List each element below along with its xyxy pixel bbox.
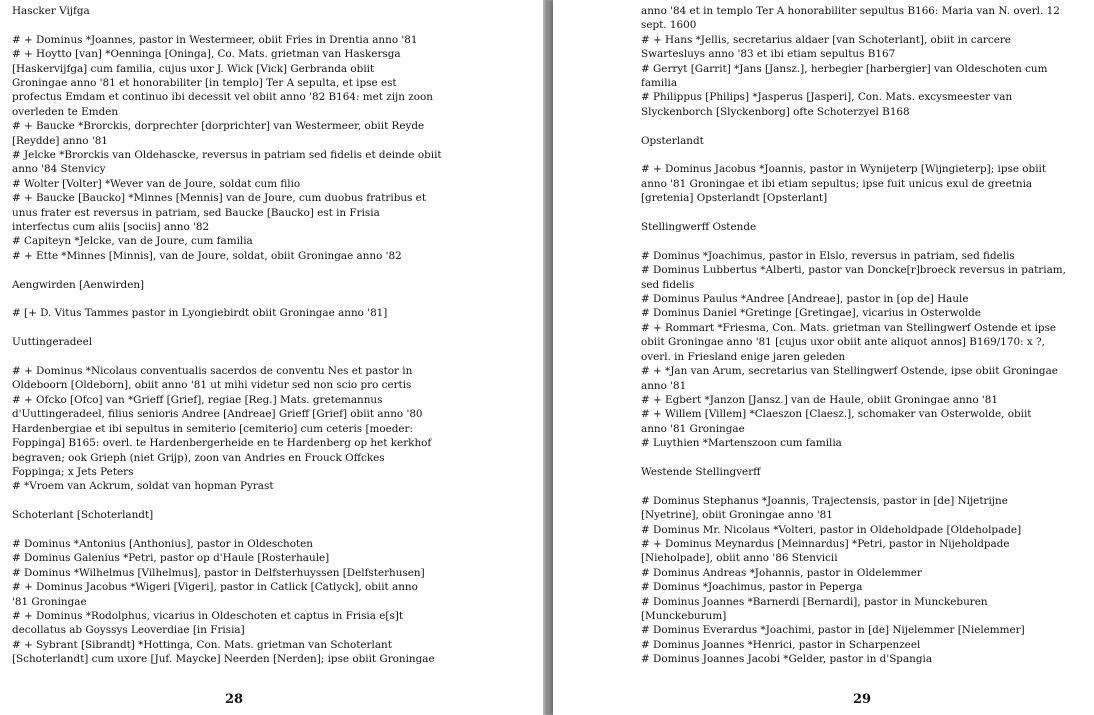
- text-line: [641, 148, 1086, 162]
- text-line: Westende Stellingverff: [641, 465, 761, 478]
- text-line: # + Dominus Jacobus *Joannis, pastor in Wynijeterp [Wijngieterp]; ipse obiit: [641, 163, 1047, 176]
- text-line: # Dominus Joannes Jacobi *Gelder, pastor in d'Spangia: [641, 653, 933, 666]
- text-line: # + Ette *Minnes [Minnis], van de Joure, soldat, obiit Groningae anno '82: [12, 249, 402, 262]
- text-line: # + Hans *Jellis, secretarius aldaer [van Schoterlant], obiit in carcere: [641, 33, 1011, 46]
- text-line: [641, 234, 1086, 248]
- text-line: [Nyetrine], obiit Groningae anno '81: [641, 509, 833, 522]
- text-line: # Dominus Galenius *Petri, pastor op d'Haule [Rosterhaule]: [12, 552, 330, 565]
- text-line: # + Dominus *Rodolphus, vicarius in Oldeschoten et captus in Frisia e[s]t: [12, 609, 404, 622]
- text-line: anno '84 et in templo Ter A honorabiliter sepultus B166: Maria van N. overl. 12: [641, 5, 1060, 17]
- text-line: interfectus cum aliis [sociis] anno '82: [12, 221, 210, 234]
- text-line: # + Dominus *Joannes, pastor in Westermeer, obiit Fries in Drentia anno '81: [12, 33, 418, 46]
- text-line: # + Baucke [Baucko] *Minnes [Mennis] van de Joure, cum duobus fratribus et: [12, 192, 426, 205]
- text-line: Hascker Vijfga: [12, 5, 90, 17]
- text-line: [12, 494, 535, 508]
- text-line: '81 Groningae: [12, 595, 87, 608]
- text-line: # *Vroem van Ackrum, soldat van hopman Pyrast: [12, 480, 274, 493]
- text-line: anno '81: [641, 379, 687, 392]
- text-line: decollatus ab Goyssys Leoverdiae [in Frisia]: [12, 624, 245, 637]
- text-line: # + Baucke *Brorckis, dorprechter [dorprichter] van Westermeer, obiit Reyde: [12, 120, 425, 133]
- text-line: # Dominus *Joachimus, pastor in Elslo, reversus in patriam, sed fidelis: [641, 249, 1015, 262]
- text-line: # Dominus *Wilhelmus [Vilhelmus], pastor in Delfsterhuyssen [Delfsterhusen]: [12, 566, 425, 579]
- text-line: # + Ofcko [Ofco] van *Grieff [Grief], regiae [Reg.] Mats. gretemannus: [12, 393, 383, 406]
- text-line: # Dominus Lubbertus *Alberti, pastor van Doncke[r]broeck reversus in patriam,: [641, 264, 1066, 277]
- text-line: # Wolter [Volter] *Wever van de Joure, soldat cum filio: [12, 177, 301, 190]
- text-line: anno '84 Stenvicy: [12, 163, 106, 176]
- left-page-text: [12, 4, 535, 667]
- text-line: Aengwirden [Aenwirden]: [12, 278, 145, 291]
- text-line: [Haskervijfga] cum familia, cujus uxor J. Wick [Vick] Gerbranda obiit: [12, 62, 375, 75]
- text-line: [12, 350, 535, 364]
- text-line: obiit Groningae anno '81 [cujus uxor obiit ante aliquot annos] B169/170: x ?,: [641, 336, 1045, 349]
- text-line: # Gerryt [Garrit] *Jans [Jansz.], herbegier [harbergier] van Oldeschoten cum: [641, 62, 1048, 75]
- text-line: # + Willem [Villem] *Claeszon [Claesz.], schomaker van Osterwolde, obiit: [641, 408, 1032, 421]
- left-page: [0, 0, 543, 715]
- text-line: # Dominus Mr. Nicolaus *Volteri, pastor in Oldeholdpade [Oldeholpade]: [641, 523, 1022, 536]
- text-line: [Schoterlandt] cum uxore [Juf. Maycke] Neerden [Nerden]; ipse obiit Groningae: [12, 653, 435, 666]
- text-line: familia: [641, 77, 678, 90]
- text-line: # Dominus Joannes *Henrici, pastor in Scharpenzeel: [641, 638, 921, 651]
- page-number-right: 29: [853, 692, 872, 707]
- text-line: # [+ D. Vitus Tammes pastor in Lyongiebirdt obiit Groningae anno '81]: [12, 307, 388, 320]
- page-divider: [543, 0, 553, 715]
- text-line: anno '81 Groningae: [641, 422, 745, 435]
- text-line: # Dominus Paulus *Andree [Andreae], pastor in [op de] Haule: [641, 293, 969, 306]
- text-line: [12, 523, 535, 537]
- text-line: begraven; ook Grieph (niet Grijp), zoon van Andries en Frouck Offckes: [12, 451, 385, 464]
- text-line: [641, 479, 1086, 493]
- text-line: [12, 321, 535, 335]
- text-line: Schoterlant [Schoterlandt]: [12, 509, 154, 522]
- text-line: Oldeboorn [Oldeborn], obiit anno '81 ut mihi videtur sed non scio pro certis: [12, 379, 412, 392]
- text-line: Stellingwerff Ostende: [641, 221, 757, 234]
- text-line: [Munckeburum]: [641, 609, 727, 622]
- text-line: # Dominus Andreas *Johannis, pastor in Oldelemmer: [641, 566, 922, 579]
- text-line: # Dominus Everardus *Joachimi, pastor in [de] Nijelemmer [Nielemmer]: [641, 624, 1025, 637]
- text-line: # + Egbert *Janzon [Jansz.] van de Haule, obiit Groningae anno '81: [641, 393, 999, 406]
- text-line: sed fidelis: [641, 278, 695, 291]
- text-line: # Dominus *Joachimus, pastor in Peperga: [641, 581, 863, 594]
- text-line: Swartesluys anno '83 et ibi etiam sepultus B167: [641, 48, 896, 61]
- text-line: # + Dominus Jacobus *Wigeri [Vigeri], pastor in Catlick [Catlyck], obiit anno: [12, 581, 418, 594]
- text-line: Hardenbergiae et ibi sepultus in semiterio [cemiterio] cum ceteris [moeder:: [12, 422, 414, 435]
- text-line: # Philippus [Philips] *Jasperus [Jasperi], Con. Mats. excysmeester van: [641, 91, 1013, 104]
- text-line: d'Uuttingeradeel, filius senioris Andree [Andreae] Grieff [Grief] obiit anno '80: [12, 408, 423, 421]
- text-line: [12, 292, 535, 306]
- text-line: # + Rommart *Friesma, Con. Mats. grietman van Stellingwerf Ostende et ipse: [641, 321, 1057, 334]
- text-line: [12, 18, 535, 32]
- right-page-text: [641, 4, 1086, 667]
- text-line: # Luythien *Martenszoon cum familia: [641, 437, 842, 450]
- right-page: [553, 0, 1094, 715]
- text-line: Opsterlandt: [641, 134, 704, 147]
- page-number-left: 28: [225, 692, 244, 707]
- text-line: # Jelcke *Brorckis van Oldehascke, reversus in patriam sed fidelis et deinde obiit: [12, 149, 442, 162]
- text-line: # + Dominus *Nicolaus conventualis sacerdos de conventu Nes et pastor in: [12, 365, 413, 378]
- text-line: # Dominus Daniel *Gretinge [Gretingae], vicarius in Osterwolde: [641, 307, 981, 320]
- text-line: Foppinga; x Jets Peters: [12, 465, 134, 478]
- text-line: profectus Emdam et continuo ibi decessit vel obiit anno '82 B164: met zijn zoon: [12, 91, 433, 104]
- text-line: unus frater est reversus in patriam, sed Baucke [Baucko] est in Frisia: [12, 206, 380, 219]
- text-line: [Nieholpade], obiit anno '86 Stenvicii: [641, 552, 838, 565]
- text-line: # + *Jan van Arum, secretarius van Stellingwerf Ostende, ipse obiit Groningae: [641, 365, 1058, 378]
- text-line: overl. in Friesland enige jaren geleden: [641, 350, 846, 363]
- text-line: # + Sybrant [Sibrandt] *Hottinga, Con. Mats. grietman van Schoterlant: [12, 638, 392, 651]
- text-line: [641, 206, 1086, 220]
- text-line: overleden te Emden: [12, 105, 119, 118]
- text-line: # + Dominus Meynardus [Meinnardus] *Petri, pastor in Nijeholdpade: [641, 537, 1010, 550]
- text-line: [gretenia] Opsterlandt [Opsterlant]: [641, 192, 828, 205]
- text-line: # Dominus Joannes *Barnerdi [Bernardi], pastor in Munckeburen: [641, 595, 988, 608]
- text-line: [12, 263, 535, 277]
- text-line: # Dominus *Antonius [Anthonius], pastor in Oldeschoten: [12, 537, 313, 550]
- text-line: [Reydde] anno '81: [12, 134, 108, 147]
- text-line: # Dominus Stephanus *Joannis, Trajectensis, pastor in [de] Nijetrijne: [641, 494, 1008, 507]
- text-line: [641, 451, 1086, 465]
- text-line: Uuttingeradeel: [12, 336, 93, 349]
- text-line: anno '81 Groningae et ibi etiam sepultus; ipse fuit unicus exul de greetnia: [641, 177, 1033, 190]
- text-line: Foppinga] B165: overl. te Hardenbergerheide en te Hardenberg op het kerkhof: [12, 437, 432, 450]
- text-line: # + Hoytto [van] *Oenninga [Oninga], Co. Mats. grietman van Haskersga: [12, 48, 401, 61]
- text-line: sept. 1600: [641, 19, 697, 32]
- text-line: Slyckenborch [Slyckenborg] ofte Schoterzyel B168: [641, 105, 910, 118]
- text-line: # Capiteyn *Jelcke, van de Joure, cum familia: [12, 235, 253, 248]
- text-line: [641, 119, 1086, 133]
- text-line: Groningae anno '81 et honorabiliter [in templo] Ter A sepulta, et ipse est: [12, 77, 397, 90]
